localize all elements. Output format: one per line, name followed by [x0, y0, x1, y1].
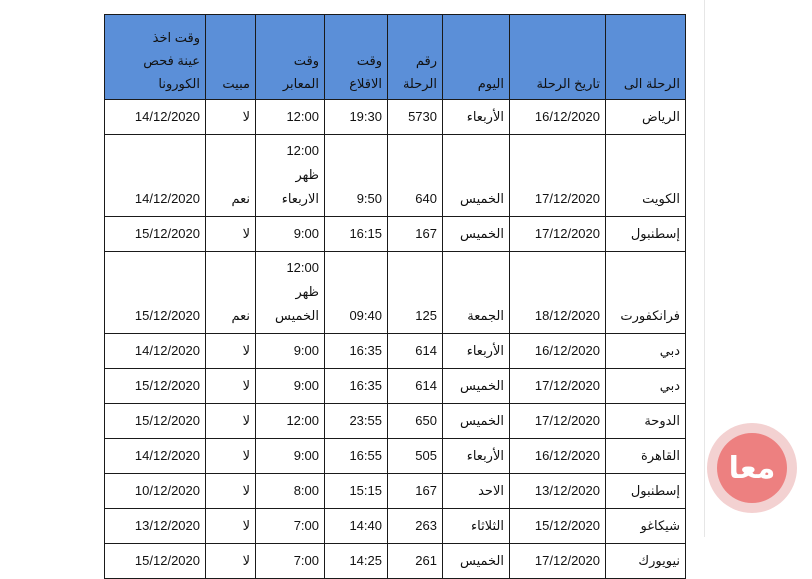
- cell-crossing-time: 9:00: [256, 217, 325, 252]
- cell-day: الاحد: [443, 474, 510, 509]
- cell-date: 17/12/2020: [510, 404, 606, 439]
- table-row: [105, 509, 686, 544]
- cell-destination: الدوحة: [606, 404, 686, 439]
- cell-departure-time: 09:40: [325, 252, 388, 334]
- cell-departure-time: 16:55: [325, 439, 388, 474]
- cell-overnight: لا: [206, 474, 256, 509]
- cell-departure-time: 9:50: [325, 135, 388, 217]
- cell-crossing-time: 12:00 ظهر الخميس: [256, 252, 325, 334]
- cell-covid-test: 15/12/2020: [105, 252, 206, 334]
- cell-departure-time: 15:15: [325, 474, 388, 509]
- cell-overnight: لا: [206, 217, 256, 252]
- cell-overnight: نعم: [206, 135, 256, 217]
- header-destination: الرحلة الى: [606, 15, 686, 100]
- cell-day: الخميس: [443, 404, 510, 439]
- cell-day: الخميس: [443, 217, 510, 252]
- cell-destination: دبي: [606, 334, 686, 369]
- header-departure-time: وقت الاقلاع: [325, 15, 388, 100]
- cell-flight-number: 650: [388, 404, 443, 439]
- cell-departure-time: 19:30: [325, 100, 388, 135]
- header-date: تاريخ الرحلة: [510, 15, 606, 100]
- header-covid-test: وقت اخذ عينة فحص الكورونا: [105, 15, 206, 100]
- cell-day: الأربعاء: [443, 100, 510, 135]
- cell-flight-number: 614: [388, 334, 443, 369]
- cell-covid-test: 10/12/2020: [105, 474, 206, 509]
- cell-destination: القاهرة: [606, 439, 686, 474]
- cell-date: 13/12/2020: [510, 474, 606, 509]
- cell-day: الخميس: [443, 544, 510, 579]
- header-crossing-time: وقت المعابر: [256, 15, 325, 100]
- table-row: [105, 100, 686, 135]
- cell-flight-number: 614: [388, 369, 443, 404]
- cell-overnight: لا: [206, 334, 256, 369]
- maan-logo-icon: [717, 433, 787, 503]
- table-header-row: [105, 15, 686, 100]
- cell-destination: دبي: [606, 369, 686, 404]
- cell-date: 17/12/2020: [510, 135, 606, 217]
- cell-flight-number: 263: [388, 509, 443, 544]
- header-flight-number: رقم الرحلة: [388, 15, 443, 100]
- cell-overnight: لا: [206, 100, 256, 135]
- cell-date: 17/12/2020: [510, 369, 606, 404]
- table-row: [105, 544, 686, 579]
- cell-crossing-time: 12:00: [256, 404, 325, 439]
- cell-date: 18/12/2020: [510, 252, 606, 334]
- cell-day: الأربعاء: [443, 334, 510, 369]
- cell-covid-test: 15/12/2020: [105, 217, 206, 252]
- page-edge-divider: [704, 0, 705, 537]
- cell-covid-test: 14/12/2020: [105, 100, 206, 135]
- cell-crossing-time: 12:00 ظهر الاربعاء: [256, 135, 325, 217]
- cell-day: الأربعاء: [443, 439, 510, 474]
- cell-date: 15/12/2020: [510, 509, 606, 544]
- table-row: [105, 439, 686, 474]
- cell-covid-test: 14/12/2020: [105, 334, 206, 369]
- cell-flight-number: 505: [388, 439, 443, 474]
- cell-day: الثلاثاء: [443, 509, 510, 544]
- header-day: اليوم: [443, 15, 510, 100]
- cell-departure-time: 14:25: [325, 544, 388, 579]
- watermark-logo: [707, 423, 797, 513]
- cell-departure-time: 14:40: [325, 509, 388, 544]
- cell-destination: فرانكفورت: [606, 252, 686, 334]
- cell-crossing-time: 12:00: [256, 100, 325, 135]
- cell-crossing-time: 9:00: [256, 369, 325, 404]
- cell-crossing-time: 7:00: [256, 509, 325, 544]
- cell-crossing-time: 9:00: [256, 439, 325, 474]
- cell-crossing-time: 8:00: [256, 474, 325, 509]
- cell-date: 16/12/2020: [510, 334, 606, 369]
- logo-text: معا: [728, 450, 776, 486]
- cell-flight-number: 640: [388, 135, 443, 217]
- cell-departure-time: 16:35: [325, 369, 388, 404]
- cell-overnight: لا: [206, 544, 256, 579]
- cell-day: الخميس: [443, 369, 510, 404]
- cell-departure-time: 16:35: [325, 334, 388, 369]
- cell-flight-number: 167: [388, 217, 443, 252]
- cell-date: 16/12/2020: [510, 439, 606, 474]
- header-overnight: مبيت: [206, 15, 256, 100]
- cell-day: الخميس: [443, 135, 510, 217]
- cell-covid-test: 15/12/2020: [105, 404, 206, 439]
- cell-departure-time: 16:15: [325, 217, 388, 252]
- cell-covid-test: 15/12/2020: [105, 544, 206, 579]
- cell-destination: شيكاغو: [606, 509, 686, 544]
- cell-covid-test: 15/12/2020: [105, 369, 206, 404]
- cell-flight-number: 167: [388, 474, 443, 509]
- cell-destination: الكويت: [606, 135, 686, 217]
- cell-flight-number: 5730: [388, 100, 443, 135]
- cell-overnight: لا: [206, 509, 256, 544]
- cell-crossing-time: 7:00: [256, 544, 325, 579]
- table-row: [105, 252, 686, 334]
- cell-covid-test: 13/12/2020: [105, 509, 206, 544]
- cell-destination: نيويورك: [606, 544, 686, 579]
- cell-overnight: لا: [206, 369, 256, 404]
- cell-destination: إسطنبول: [606, 474, 686, 509]
- table-row: [105, 334, 686, 369]
- cell-departure-time: 23:55: [325, 404, 388, 439]
- cell-flight-number: 125: [388, 252, 443, 334]
- table-row: [105, 135, 686, 217]
- cell-covid-test: 14/12/2020: [105, 439, 206, 474]
- table-row: [105, 474, 686, 509]
- table-row: [105, 369, 686, 404]
- cell-date: 17/12/2020: [510, 217, 606, 252]
- cell-date: 16/12/2020: [510, 100, 606, 135]
- cell-overnight: لا: [206, 404, 256, 439]
- cell-day: الجمعة: [443, 252, 510, 334]
- table-row: [105, 404, 686, 439]
- flights-table: [104, 14, 686, 579]
- table-row: [105, 217, 686, 252]
- cell-destination: الرياض: [606, 100, 686, 135]
- cell-covid-test: 14/12/2020: [105, 135, 206, 217]
- cell-overnight: نعم: [206, 252, 256, 334]
- cell-date: 17/12/2020: [510, 544, 606, 579]
- cell-destination: إسطنبول: [606, 217, 686, 252]
- cell-crossing-time: 9:00: [256, 334, 325, 369]
- cell-overnight: لا: [206, 439, 256, 474]
- cell-flight-number: 261: [388, 544, 443, 579]
